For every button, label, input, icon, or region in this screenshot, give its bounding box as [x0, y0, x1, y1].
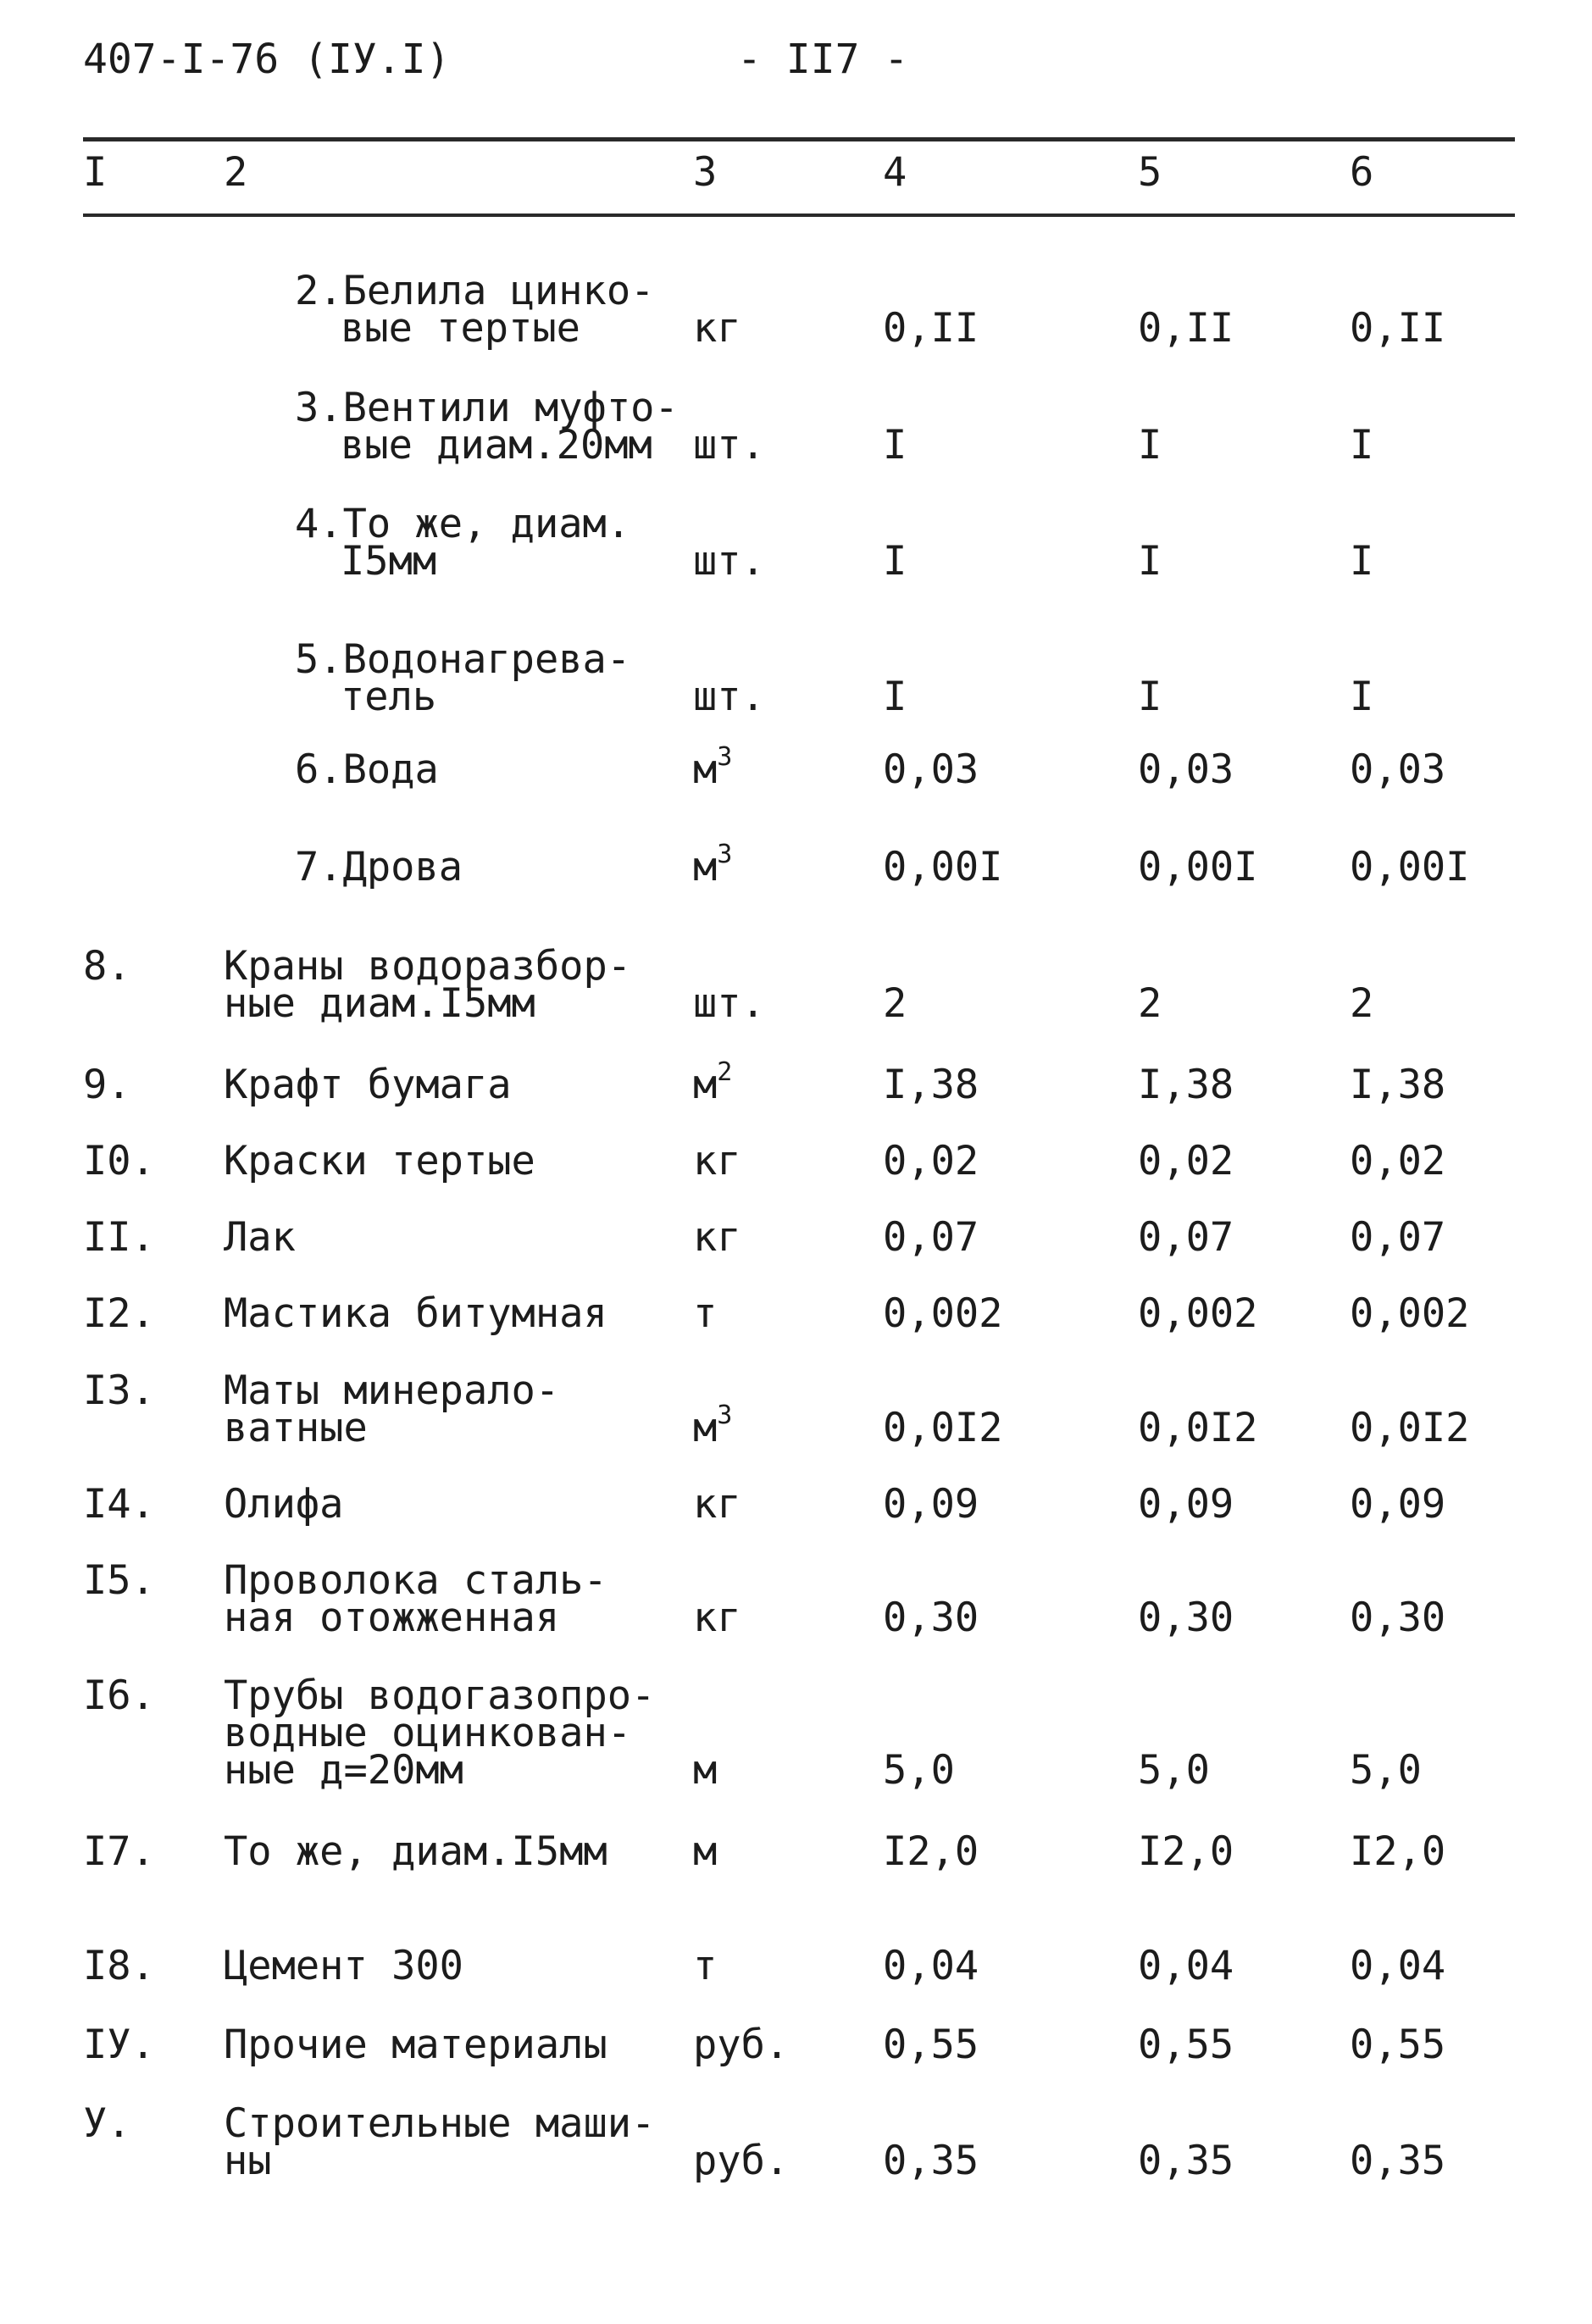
value-col-5: I	[1138, 422, 1162, 469]
value-col-5: 0,00I	[1138, 844, 1258, 890]
row-number: I4.	[83, 1481, 155, 1528]
row-number: I3.	[83, 1367, 155, 1414]
value-col-5: 0,02	[1138, 1138, 1234, 1184]
value-col-5: 0,35	[1138, 2138, 1234, 2184]
material-name: То же, диам.I5мм	[224, 1828, 607, 1875]
material-name: Крафт бумага	[224, 1062, 512, 1108]
value-col-6: I	[1350, 422, 1374, 469]
unit-of-measure: кг	[693, 1138, 741, 1184]
value-col-6: 0,II	[1350, 305, 1446, 352]
value-col-4: 0,04	[883, 1943, 979, 1989]
material-name: Краны водоразбор-	[224, 943, 632, 990]
value-col-6: I	[1350, 538, 1374, 585]
value-col-5: 0,09	[1138, 1481, 1234, 1528]
material-name: ватные	[224, 1405, 368, 1451]
value-col-6: 0,04	[1350, 1943, 1446, 1989]
value-col-4: 0,09	[883, 1481, 979, 1528]
value-col-5: 0,002	[1138, 1290, 1258, 1337]
value-col-5: 2	[1138, 980, 1162, 1027]
row-number: I0.	[83, 1138, 155, 1184]
unit-of-measure: кг	[693, 1481, 741, 1528]
row-number: 9.	[83, 1062, 131, 1108]
value-col-4: 0,0I2	[883, 1405, 1003, 1451]
value-col-6: 0,0I2	[1350, 1405, 1470, 1451]
material-name: Трубы водогазопро-	[224, 1672, 656, 1719]
unit-of-measure: кг	[693, 1595, 741, 1641]
material-name: 4.То же, диам.	[295, 501, 631, 547]
value-col-5: 0,03	[1138, 746, 1234, 793]
value-col-6: 0,002	[1350, 1290, 1470, 1337]
unit-exponent: 3	[717, 742, 733, 773]
material-name: Прочие материалы	[224, 2022, 607, 2068]
unit-of-measure: руб.	[693, 2138, 790, 2184]
value-col-4: 0,02	[883, 1138, 979, 1184]
material-name: 2.Белила цинко-	[295, 268, 655, 314]
column-header-3: 3	[693, 149, 718, 196]
unit-exponent: 3	[717, 840, 733, 870]
unit-of-measure: шт.	[693, 980, 765, 1027]
unit-of-measure: $м^3$	[693, 1401, 733, 1451]
value-col-5: I,38	[1138, 1062, 1234, 1108]
unit-of-measure: м	[693, 1747, 718, 1794]
value-col-4: 0,03	[883, 746, 979, 793]
value-col-4: I2,0	[883, 1828, 979, 1875]
value-col-6: 2	[1350, 980, 1374, 1027]
value-col-4: 0,II	[883, 305, 979, 352]
row-number: 8.	[83, 943, 131, 990]
material-name: ны	[224, 2138, 272, 2184]
value-col-5: 0,30	[1138, 1595, 1234, 1641]
value-col-4: I	[883, 422, 907, 469]
material-name: Краски тертые	[224, 1138, 535, 1184]
page-number: - II7 -	[737, 36, 909, 83]
value-col-6: I2,0	[1350, 1828, 1446, 1875]
unit-of-measure: $м^3$	[693, 840, 733, 890]
material-name: ные д=20мм	[224, 1747, 463, 1794]
value-col-6: I	[1350, 674, 1374, 720]
column-header-6: 6	[1350, 149, 1374, 196]
value-col-5: 0,07	[1138, 1214, 1234, 1261]
unit-exponent: 3	[717, 1401, 733, 1431]
unit-of-measure: кг	[693, 305, 741, 352]
material-name: вые диам.20мм	[341, 422, 652, 469]
material-name: I5мм	[341, 538, 437, 585]
value-col-6: 0,03	[1350, 746, 1446, 793]
unit-of-measure: т	[693, 1943, 718, 1989]
table-top-rule	[83, 137, 1515, 141]
value-col-4: 0,07	[883, 1214, 979, 1261]
value-col-6: 0,55	[1350, 2022, 1446, 2068]
value-col-5: 0,04	[1138, 1943, 1234, 1989]
value-col-4: 0,55	[883, 2022, 979, 2068]
value-col-6: 0,35	[1350, 2138, 1446, 2184]
row-number: I8.	[83, 1943, 155, 1989]
value-col-4: 0,00I	[883, 844, 1003, 890]
value-col-5: I	[1138, 538, 1162, 585]
column-header-2: 2	[224, 149, 248, 196]
unit-of-measure: шт.	[693, 674, 765, 720]
material-name: Проволока сталь-	[224, 1557, 607, 1604]
material-name: Мастика битумная	[224, 1290, 607, 1337]
row-number: II.	[83, 1214, 155, 1261]
value-col-4: 2	[883, 980, 907, 1027]
unit-of-measure: $м^3$	[693, 742, 733, 793]
row-number: У.	[83, 2100, 131, 2147]
row-number: IУ.	[83, 2022, 155, 2068]
material-name: 5.Водонагрева-	[295, 636, 631, 683]
unit-of-measure: т	[693, 1290, 718, 1337]
material-name: водные оцинкован-	[224, 1710, 632, 1756]
row-number: I7.	[83, 1828, 155, 1875]
row-number: I5.	[83, 1557, 155, 1604]
material-name: тель	[341, 674, 437, 720]
value-col-6: 0,30	[1350, 1595, 1446, 1641]
value-col-4: 0,002	[883, 1290, 1003, 1337]
value-col-6: 0,00I	[1350, 844, 1470, 890]
value-col-5: I	[1138, 674, 1162, 720]
material-name: вые тертые	[341, 305, 580, 352]
material-name: Лак	[224, 1214, 296, 1261]
value-col-4: I	[883, 674, 907, 720]
value-col-6: I,38	[1350, 1062, 1446, 1108]
value-col-6: 0,02	[1350, 1138, 1446, 1184]
table-header-rule	[83, 214, 1515, 217]
value-col-4: I	[883, 538, 907, 585]
material-name: Олифа	[224, 1481, 344, 1528]
row-number: I6.	[83, 1672, 155, 1719]
unit-of-measure: кг	[693, 1214, 741, 1261]
value-col-4: 0,30	[883, 1595, 979, 1641]
value-col-4: 0,35	[883, 2138, 979, 2184]
value-col-6: 0,07	[1350, 1214, 1446, 1261]
value-col-5: 0,II	[1138, 305, 1234, 352]
value-col-4: I,38	[883, 1062, 979, 1108]
material-name: 7.Дрова	[295, 844, 463, 890]
row-number: I2.	[83, 1290, 155, 1337]
value-col-5: 0,0I2	[1138, 1405, 1258, 1451]
unit-of-measure: шт.	[693, 538, 765, 585]
unit-of-measure: $м^2$	[693, 1057, 733, 1108]
document-code: 407-I-76 (IУ.I)	[83, 36, 451, 83]
material-name: 6.Вода	[295, 746, 439, 793]
material-name: Цемент 300	[224, 1943, 463, 1989]
value-col-6: 0,09	[1350, 1481, 1446, 1528]
column-header-5: 5	[1138, 149, 1162, 196]
unit-of-measure: м	[693, 1828, 718, 1875]
value-col-4: 5,0	[883, 1747, 955, 1794]
value-col-5: 0,55	[1138, 2022, 1234, 2068]
value-col-5: 5,0	[1138, 1747, 1210, 1794]
material-name: ные диам.I5мм	[224, 980, 535, 1027]
column-header-4: 4	[883, 149, 907, 196]
material-name: Строительные маши-	[224, 2100, 656, 2147]
value-col-5: I2,0	[1138, 1828, 1234, 1875]
unit-exponent: 2	[717, 1057, 733, 1088]
column-header-1: I	[83, 149, 108, 196]
unit-of-measure: шт.	[693, 422, 765, 469]
value-col-6: 5,0	[1350, 1747, 1422, 1794]
unit-of-measure: руб.	[693, 2022, 790, 2068]
material-name: 3.Вентили муфто-	[295, 385, 679, 431]
material-name: ная отожженная	[224, 1595, 560, 1641]
material-name: Маты минерало-	[224, 1367, 560, 1414]
